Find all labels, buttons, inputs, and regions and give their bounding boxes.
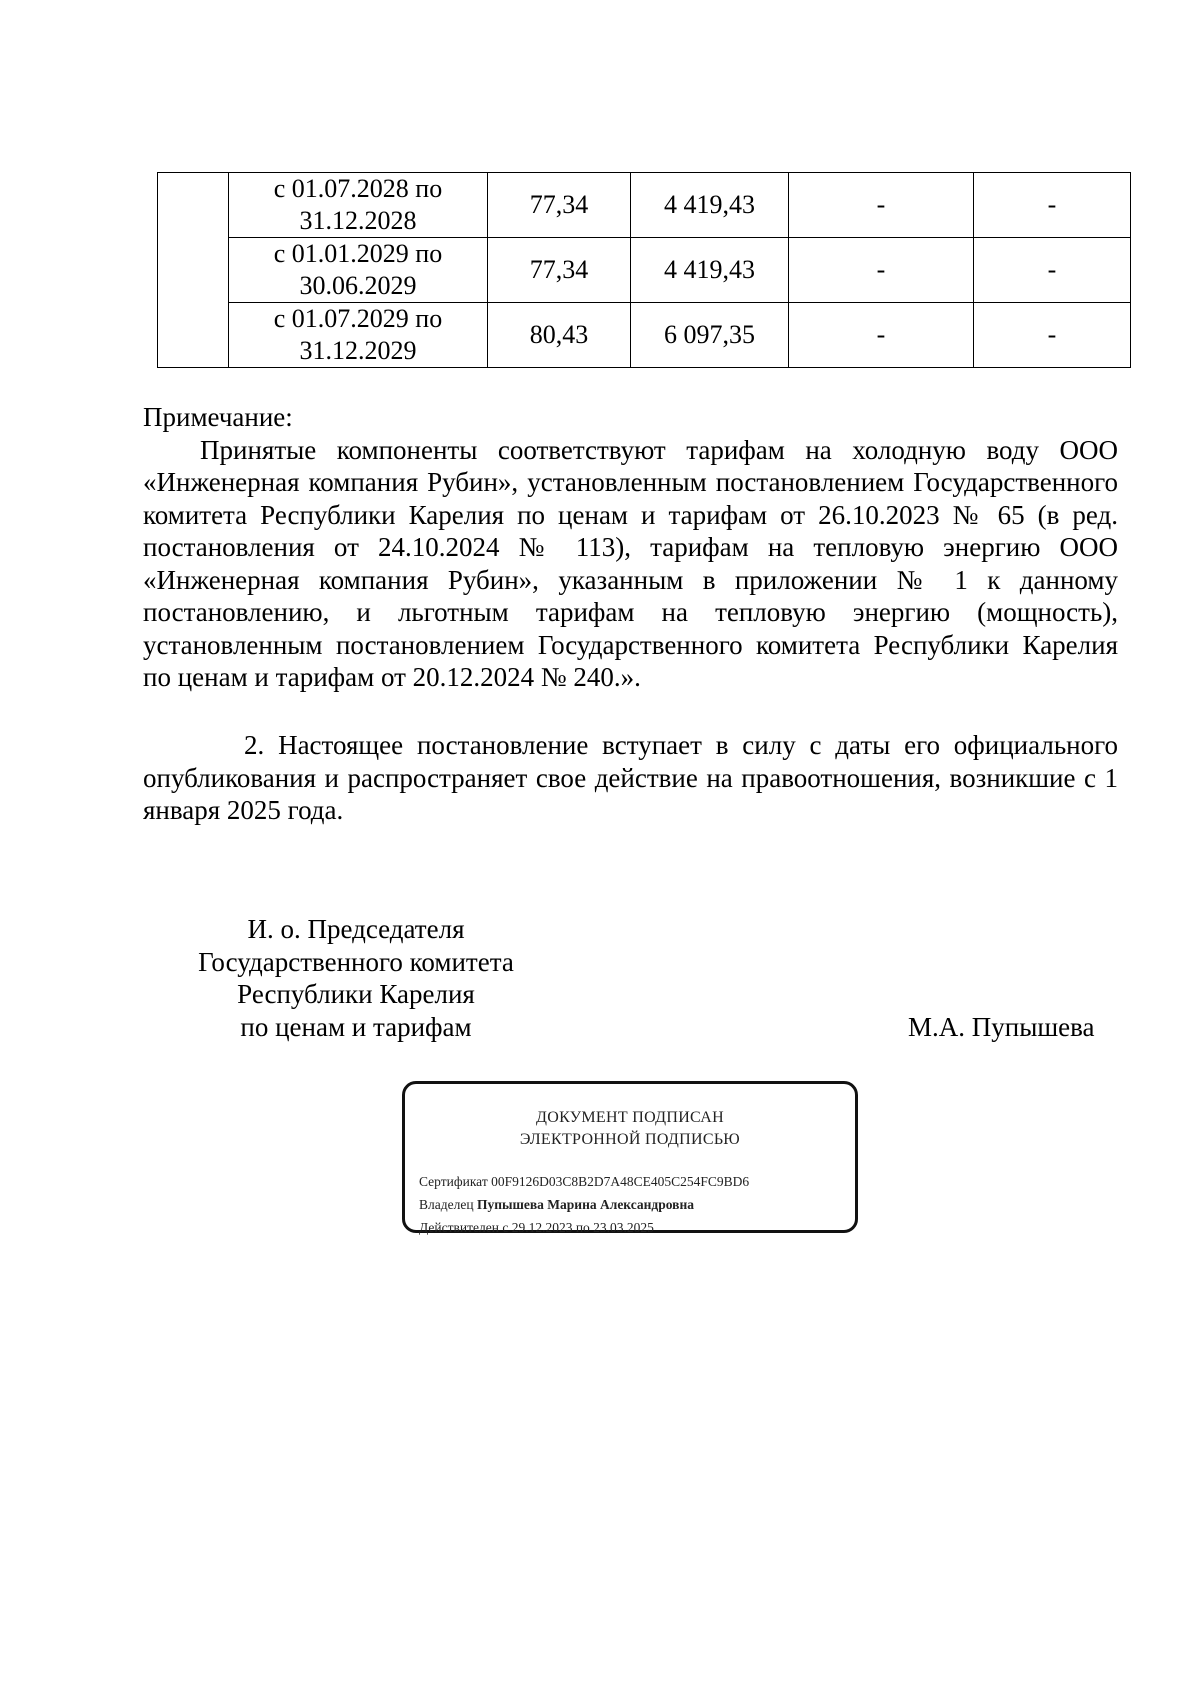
period-end: 30.06.2029 [299,271,417,300]
value-cell: - [974,238,1131,303]
table-row [158,173,1131,238]
clause-2: 2. Настоящее постановление вступает в силу с даты его официального опубликования и распространяет свое действие на правоотношения, возникшие с 1 января 2025 года. [143,730,1118,825]
value-cell: - [789,173,974,238]
period-end: 31.12.2029 [299,336,417,365]
signatory-title-line: И. о. Председателя [247,914,465,944]
value-cell: 6 097,35 [631,303,789,368]
note-title: Примечание: [143,402,293,432]
period-cell [229,238,488,303]
stamp-validity [419,1216,749,1239]
merged-number-cell [158,173,229,368]
validity-to-label: по [575,1220,590,1235]
period-start: с 01.01.2029 по [273,239,443,268]
signatory-title [186,913,526,1043]
value-cell: - [974,173,1131,238]
stamp-certificate [419,1170,749,1193]
table-row [158,238,1131,303]
period-end: 31.12.2028 [299,206,417,235]
signatory-title-line: Государственного комитета [198,946,514,977]
validity-to: 23.03.2025 [593,1220,654,1235]
owner-label: Владелец [419,1197,474,1212]
note-section [143,401,1118,694]
validity-from-label: с [502,1220,509,1235]
value-cell: 77,34 [488,173,631,238]
signatory-title-line: Республики Карелия [237,979,475,1009]
validity-label: Действителен [419,1220,499,1235]
value-cell: 80,43 [488,303,631,368]
period-start: с 01.07.2028 по [273,174,443,203]
tariff-table [157,172,1131,368]
certificate-label: Сертификат [419,1174,488,1189]
stamp-owner [419,1193,749,1216]
stamp-heading-line: ДОКУМЕНТ ПОДПИСАН [536,1109,724,1126]
value-cell: 77,34 [488,238,631,303]
signatory-title-line: по ценам и тарифам [240,1011,472,1042]
period-cell [229,173,488,238]
certificate-value: 00F9126D03C8B2D7A48CE405C254FC9BD6 [491,1174,750,1189]
value-cell: 4 419,43 [631,173,789,238]
stamp-heading-line: ЭЛЕКТРОННОЙ ПОДПИСЬЮ [519,1131,741,1148]
validity-from: 29.12.2023 [511,1220,573,1235]
stamp-heading [405,1107,855,1151]
value-cell: - [789,303,974,368]
period-start: с 01.07.2029 по [273,304,443,333]
electronic-signature-stamp [402,1081,858,1233]
value-cell: - [974,303,1131,368]
owner-value: Пупышева Марина Александровна [476,1197,695,1212]
table-row [158,303,1131,368]
stamp-details [419,1170,749,1239]
value-cell: - [789,238,974,303]
period-cell [229,303,488,368]
signatory-name: М.А. Пупышева [908,1012,1095,1042]
value-cell: 4 419,43 [631,238,789,303]
note-text: Принятые компоненты соответствуют тарифам на холодную воду ООО «Инженерная компания Рубин», установленным постановлением Государственного комитета Республики Карелия по ценам и тарифам от 26.10.2023 № 65 (в ред. постановления от 24.10.2024 № 113), тарифам на тепловую энергию ООО «Инженерная компания Рубин», указанным в приложении № 1 к данному постановлению, и льготным тарифам на тепловую энергию (мощность), установленным постановлением Государственного комитета Республики Карелия по ценам и тарифам от 20.12.2024 № 240.». [143,434,1118,692]
